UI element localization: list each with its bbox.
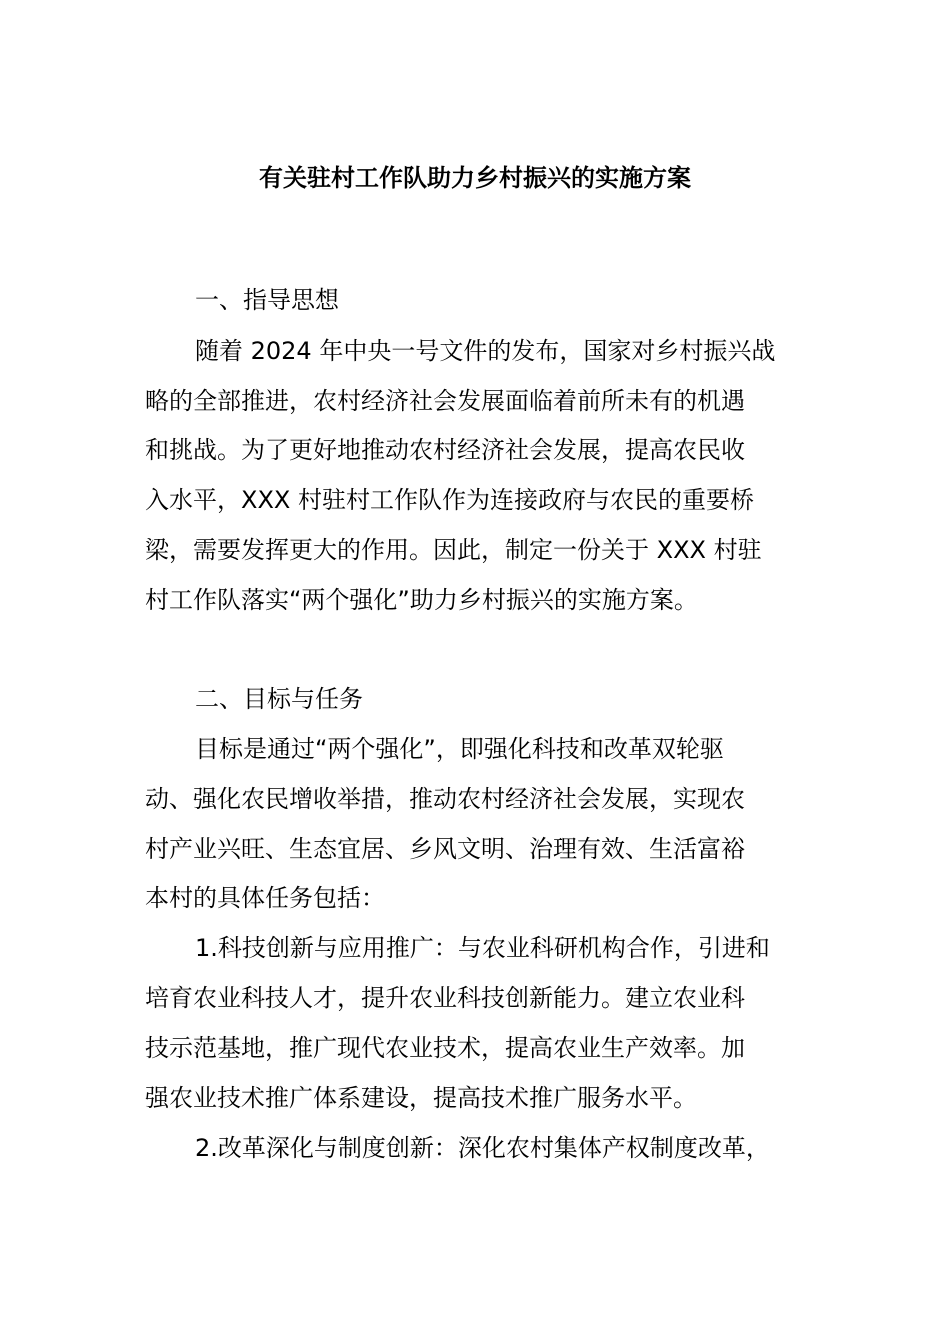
paragraph-line: 梁，需要发挥更大的作用。因此，制定一份关于 XXX 村驻 (145, 536, 762, 564)
list-item-1-first-line: 1.科技创新与应用推广：与农业科研机构合作，引进和 (195, 934, 770, 962)
section-heading-goals-tasks: 二、目标与任务 (195, 685, 363, 713)
paragraph-line: 动、强化农民增收举措，推动农村经济社会发展，实现农 (145, 785, 745, 813)
paragraph-line: 入水平，XXX 村驻村工作队作为连接政府与农民的重要桥 (145, 486, 754, 514)
document-title: 有关驻村工作队助力乡村振兴的实施方案 (259, 164, 691, 192)
paragraph-line: 村产业兴旺、生态宜居、乡风文明、治理有效、生活富裕 (145, 835, 745, 863)
section-heading-guiding-ideology: 一、指导思想 (195, 286, 339, 314)
list-item-2-first-line: 2.改革深化与制度创新：深化农村集体产权制度改革， (195, 1134, 770, 1162)
paragraph-line: 随着 2024 年中央一号文件的发布，国家对乡村振兴战 (195, 337, 776, 365)
paragraph-line: 技示范基地，推广现代农业技术，提高农业生产效率。加 (145, 1034, 745, 1062)
paragraph-line: 目标是通过“两个强化”，即强化科技和改革双轮驱 (195, 735, 724, 763)
paragraph-line: 村工作队落实“两个强化”助力乡村振兴的实施方案。 (145, 586, 698, 614)
paragraph-line: 本村的具体任务包括： (145, 884, 385, 912)
paragraph-line: 和挑战。为了更好地推动农村经济社会发展，提高农民收 (145, 436, 745, 464)
paragraph-line: 培育农业科技人才，提升农业科技创新能力。建立农业科 (145, 984, 745, 1012)
paragraph-line: 强农业技术推广体系建设，提高技术推广服务水平。 (145, 1084, 697, 1112)
paragraph-line: 略的全部推进，农村经济社会发展面临着前所未有的机遇 (145, 387, 745, 415)
